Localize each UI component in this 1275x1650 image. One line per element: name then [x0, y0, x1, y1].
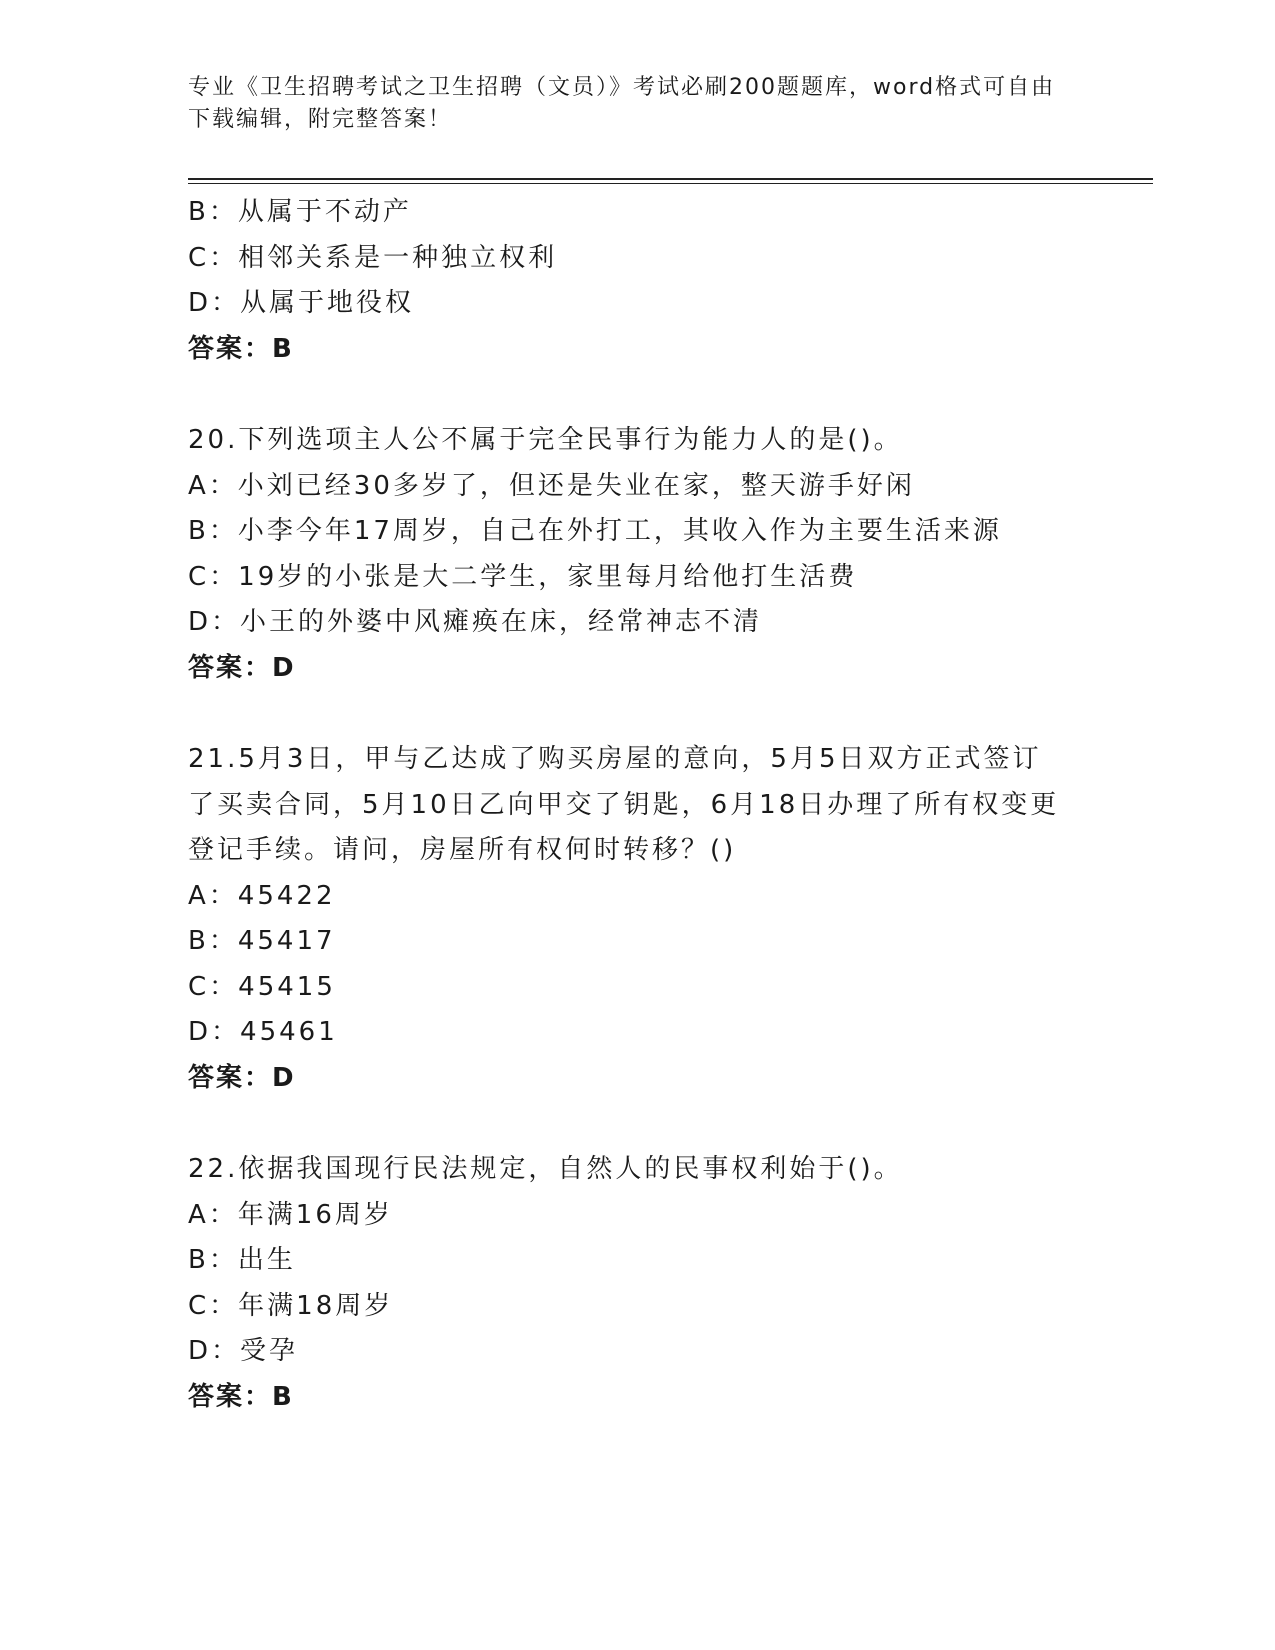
answer: 答案：B: [188, 333, 294, 364]
header-rule-thin: [188, 183, 1153, 184]
question-block-19-continued: [188, 190, 1148, 372]
option-a: A：45422: [188, 880, 336, 911]
option-b: B：从属于不动产: [188, 197, 412, 227]
option-c: C：相邻关系是一种独立权利: [188, 242, 558, 273]
option-d: D：从属于地役权: [188, 288, 415, 318]
answer: 答案：B: [188, 1381, 294, 1412]
question-block-21: [188, 737, 1148, 1101]
question-text-line-1: 21.5月3日，甲与乙达成了购买房屋的意向，5月5日双方正式签订: [188, 744, 1042, 774]
option-a: A：小刘已经30多岁了，但还是失业在家，整天游手好闲: [188, 470, 915, 501]
option-b: B：小李今年17周岁，自己在外打工，其收入作为主要生活来源: [188, 516, 1002, 546]
question-block-20: [188, 418, 1148, 691]
option-b: B：45417: [188, 926, 336, 956]
question-text: 22.依据我国现行民法规定，自然人的民事权利始于()。: [188, 1154, 903, 1184]
header-rule-thick: [188, 178, 1153, 180]
question-text: 20.下列选项主人公不属于完全民事行为能力人的是()。: [188, 425, 903, 455]
spacer: [188, 691, 1148, 737]
spacer: [188, 372, 1148, 418]
question-block-22: [188, 1147, 1148, 1420]
question-text-line-2: 了买卖合同，5月10日乙向甲交了钥匙，6月18日办理了所有权变更: [188, 789, 1060, 820]
answer: 答案：D: [188, 652, 296, 683]
option-c: C：19岁的小张是大二学生，家里每月给他打生活费: [188, 561, 858, 592]
question-text-line-3: 登记手续。请问，房屋所有权何时转移？(): [188, 835, 737, 865]
option-c: C：年满18周岁: [188, 1290, 394, 1321]
option-d: D：小王的外婆中风瘫痪在床，经常神志不清: [188, 607, 763, 637]
option-c: C：45415: [188, 971, 336, 1002]
option-a: A：年满16周岁: [188, 1199, 393, 1230]
option-d: D：受孕: [188, 1336, 299, 1366]
answer: 答案：D: [188, 1062, 296, 1093]
option-d: D：45461: [188, 1017, 338, 1047]
spacer: [188, 1101, 1148, 1147]
option-b: B：出生: [188, 1245, 296, 1275]
question-list: [188, 190, 1148, 1420]
document-header: 专业《卫生招聘考试之卫生招聘（文员）》考试必刷200题题库，word格式可自由下载编辑，附完整答案！: [188, 75, 1056, 132]
